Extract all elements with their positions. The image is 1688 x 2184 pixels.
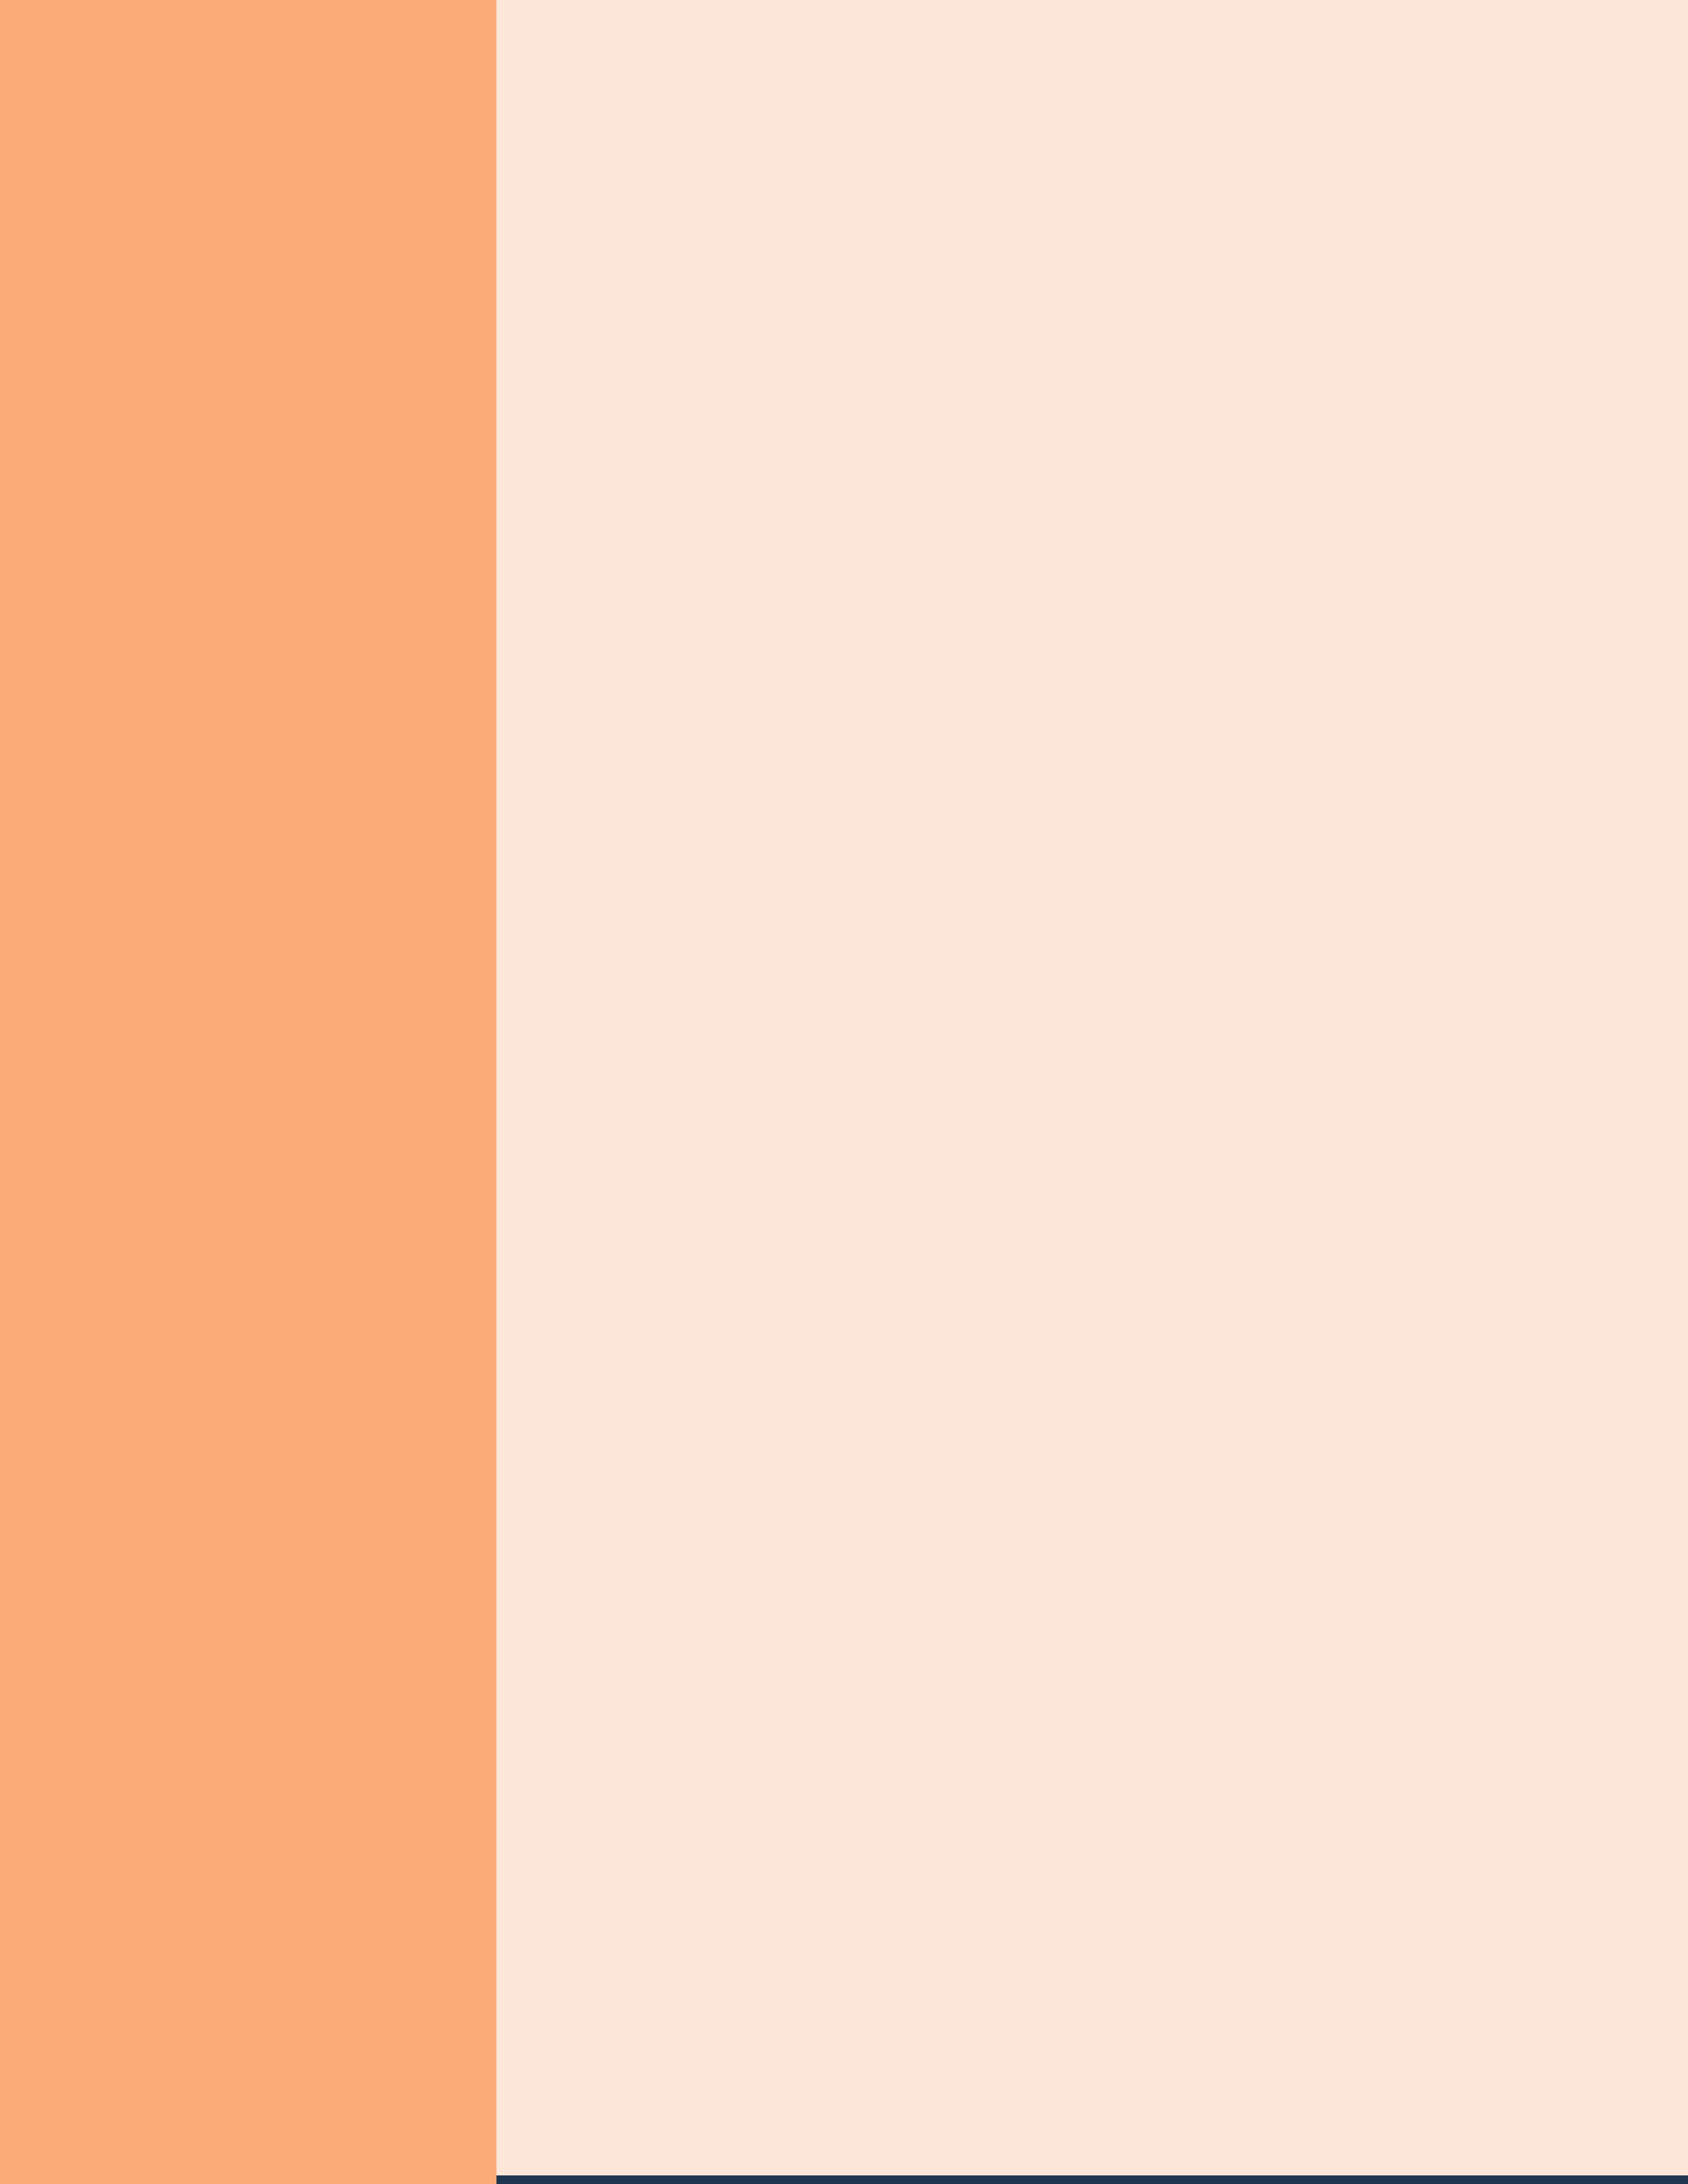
sidebar-panel <box>0 0 496 2184</box>
footer-accent-bar <box>496 2175 1688 2184</box>
